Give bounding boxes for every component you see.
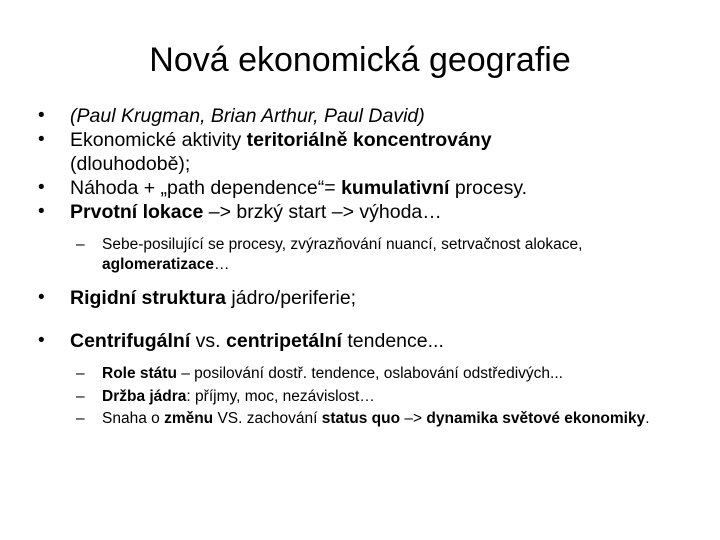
subbullet-text: Sebe-posilující se procesy, zvýrazňování nuancí, setrvačnost alokace,: [102, 236, 583, 253]
subbullet-change-vs-status-quo: [36, 409, 696, 429]
bullet-text: procesy.: [449, 177, 528, 199]
bullet-marker: •: [38, 105, 45, 126]
bullet-bold-text: centripetální: [226, 330, 342, 352]
bullet-text: jádro/periferie;: [226, 287, 357, 309]
subbullet-text: …: [214, 255, 230, 273]
bullet-text: –> brzký start –> výhoda…: [203, 201, 442, 223]
authors-text: (Paul Krugman, Brian Arthur, Paul David): [70, 105, 425, 127]
bullet-text: Ekonomické aktivity: [70, 129, 247, 151]
subbullet-self-reinforcing: [36, 235, 696, 274]
bullet-economic-activities: [36, 128, 696, 176]
bullet-marker: •: [38, 287, 45, 308]
subbullet-text: –>: [400, 410, 427, 427]
subbullet-text: – posilování dostř. tendence, oslabování odstředivých...: [176, 365, 563, 382]
subbullet-bold-text: změnu: [164, 410, 214, 427]
bullet-initial-location: [36, 200, 696, 224]
bullet-authors: [36, 104, 696, 128]
bullet-marker: •: [38, 177, 45, 198]
bullet-text: (dlouhodobě);: [70, 153, 191, 175]
bullet-text: tendence...: [341, 330, 444, 352]
bullet-bold-text: kumulativní: [341, 177, 450, 199]
subbullet-bold-text: aglomeratizace: [102, 255, 214, 273]
dash-marker: –: [76, 410, 85, 427]
subbullet-bold-text: dynamika světové ekonomiky: [426, 410, 646, 427]
bullet-bold-text: Rigidní struktura: [70, 287, 227, 309]
bullet-marker: •: [38, 201, 45, 222]
bullet-marker: •: [38, 129, 45, 150]
dash-marker: –: [76, 387, 85, 405]
slide-content: [36, 104, 696, 429]
subbullet-text: Snaha o: [102, 410, 165, 427]
subbullet-role-of-state: [36, 364, 696, 384]
subbullet-bold-text: Držba jádra: [102, 387, 187, 405]
subbullet-bold-text: status quo: [321, 410, 401, 427]
bullet-chance: [36, 176, 696, 200]
bullet-bold-text: Prvotní lokace: [70, 201, 204, 223]
subbullet-text: VS. zachování: [213, 410, 322, 427]
bullet-rigid-structure: [36, 286, 696, 310]
slide-title: Nová ekonomická geografie: [149, 41, 571, 79]
dash-marker: –: [76, 236, 85, 253]
subbullet-bold-text: Role státu: [102, 365, 177, 382]
bullet-text: vs.: [190, 330, 227, 352]
dash-marker: –: [76, 365, 85, 382]
bullet-marker: •: [38, 330, 45, 351]
bullet-centrifugal: [36, 329, 696, 353]
bullet-bold-text: teritoriálně koncentrovány: [246, 129, 492, 151]
bullet-text: Náhoda + „path dependence“=: [70, 177, 342, 199]
subbullet-holding-core: [36, 387, 696, 407]
subbullet-text: : příjmy, moc, nezávislost…: [186, 387, 375, 405]
bullet-bold-text: Centrifugální: [70, 330, 191, 352]
subbullet-text: .: [645, 410, 650, 427]
